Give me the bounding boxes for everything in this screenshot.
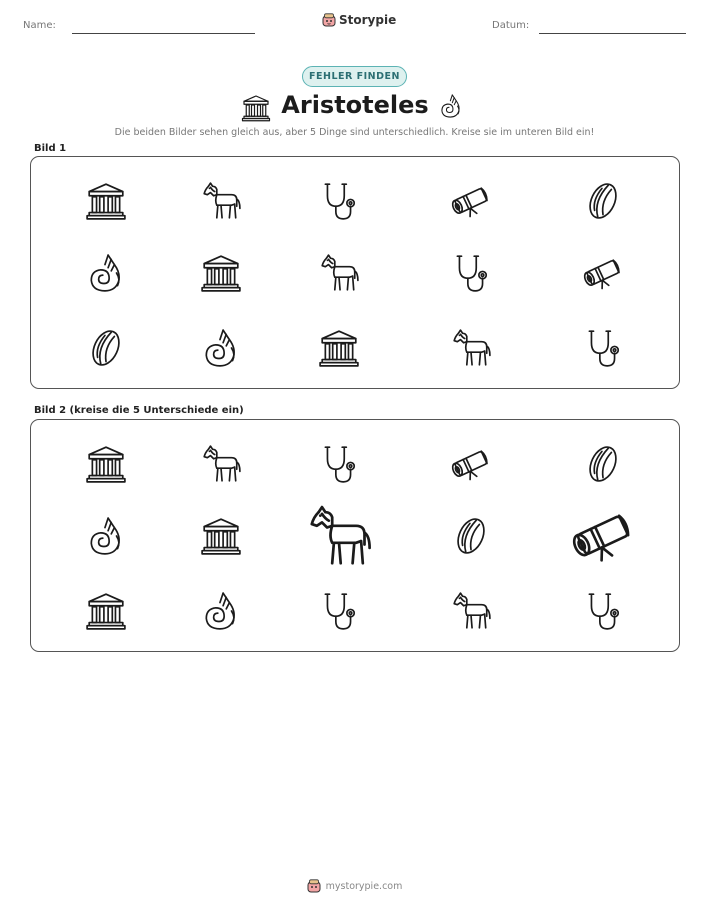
temple-icon [318, 327, 360, 369]
scroll-icon [450, 180, 492, 222]
title-shell-icon [438, 93, 464, 123]
name-line[interactable] [72, 33, 255, 34]
picture1-item[interactable] [318, 252, 360, 294]
shell-icon [438, 93, 464, 119]
storypie-mascot-icon [322, 13, 336, 27]
page-title: Aristoteles [281, 91, 429, 119]
picture1-item[interactable] [450, 180, 492, 222]
picture1-item[interactable] [200, 327, 242, 369]
picture2-item[interactable] [450, 443, 492, 485]
scroll-icon [450, 443, 492, 485]
picture2-item[interactable] [200, 515, 242, 557]
brand-name: Storypie [339, 13, 397, 27]
picture2-label: Bild 2 (kreise die 5 Unterschiede ein) [34, 405, 244, 416]
horse-icon [450, 590, 492, 632]
picture2-item[interactable] [200, 443, 242, 485]
seed-icon [582, 443, 624, 485]
picture2-item[interactable] [305, 502, 373, 570]
picture1-item[interactable] [318, 327, 360, 369]
picture2-item[interactable] [85, 590, 127, 632]
picture1-item[interactable] [200, 180, 242, 222]
shell-icon [200, 590, 242, 632]
stethoscope-icon [318, 443, 360, 485]
temple-icon [200, 252, 242, 294]
horse-icon [450, 327, 492, 369]
picture1-item[interactable] [450, 252, 492, 294]
temple-icon [85, 180, 127, 222]
stethoscope-icon [582, 327, 624, 369]
picture2-item[interactable] [450, 590, 492, 632]
picture1-item[interactable] [200, 252, 242, 294]
seed-icon [85, 327, 127, 369]
date-label: Datum: [492, 20, 530, 31]
footer [0, 879, 709, 893]
picture2-item[interactable] [200, 590, 242, 632]
horse-icon [200, 443, 242, 485]
title-row [0, 91, 709, 125]
picture1-item[interactable] [85, 252, 127, 294]
horse-icon [200, 180, 242, 222]
stethoscope-icon [318, 180, 360, 222]
picture2-item[interactable] [85, 515, 127, 557]
scroll-icon [570, 503, 636, 569]
stethoscope-icon [582, 590, 624, 632]
name-label: Name: [23, 20, 56, 31]
picture2-item[interactable] [318, 443, 360, 485]
horse-icon [305, 502, 373, 570]
picture2-item[interactable] [582, 443, 624, 485]
picture1-panel[interactable] [30, 156, 680, 389]
instructions: Die beiden Bilder sehen gleich aus, aber 5 Dinge sind unterschiedlich. Kreise sie im unteren Bild ein! [114, 127, 595, 138]
stethoscope-icon [318, 590, 360, 632]
shell-icon [200, 327, 242, 369]
picture1-item[interactable] [85, 180, 127, 222]
picture1-item[interactable] [582, 180, 624, 222]
picture1-item[interactable] [582, 252, 624, 294]
picture1-item[interactable] [85, 327, 127, 369]
shell-icon [85, 515, 127, 557]
scroll-icon [582, 252, 624, 294]
footer-url[interactable]: mystorypie.com [325, 880, 403, 892]
picture1-item[interactable] [450, 327, 492, 369]
date-line[interactable] [539, 33, 686, 34]
seed-icon [582, 180, 624, 222]
picture1-item[interactable] [582, 327, 624, 369]
picture2-panel[interactable] [30, 419, 680, 652]
temple-icon [200, 515, 242, 557]
brand-logo [322, 13, 396, 27]
temple-icon [85, 590, 127, 632]
seed-icon [450, 515, 492, 557]
picture2-item[interactable] [570, 503, 636, 569]
shell-icon [85, 252, 127, 294]
footer-mascot-icon [307, 879, 321, 893]
activity-badge: FEHLER FINDEN [302, 66, 407, 87]
picture2-item[interactable] [450, 515, 492, 557]
temple-icon [241, 93, 271, 123]
picture2-item[interactable] [85, 443, 127, 485]
temple-icon [85, 443, 127, 485]
picture2-item[interactable] [318, 590, 360, 632]
picture1-item[interactable] [318, 180, 360, 222]
stethoscope-icon [450, 252, 492, 294]
horse-icon [318, 252, 360, 294]
picture1-label: Bild 1 [34, 143, 67, 154]
title-temple-icon [241, 93, 271, 127]
picture2-item[interactable] [582, 590, 624, 632]
